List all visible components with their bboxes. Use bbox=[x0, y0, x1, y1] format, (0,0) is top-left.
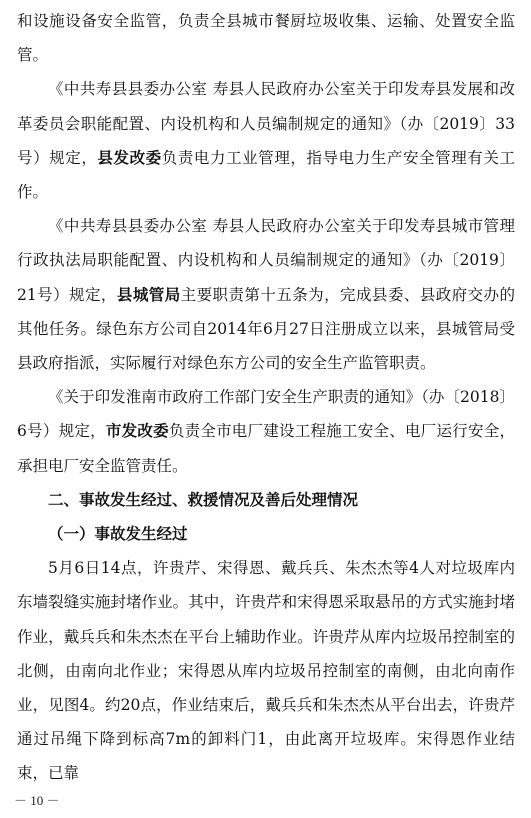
bold-agency-name: 市发改委 bbox=[105, 421, 169, 441]
paragraph-group bbox=[17, 4, 515, 483]
paragraph bbox=[17, 209, 515, 380]
document-body bbox=[17, 4, 515, 791]
paragraph-text: 负责电力工业管理，指导电力生产安全管理有关工作。 bbox=[17, 148, 515, 202]
paragraph-text: 主要职责第十五条为，完成县委、县政府交办的其他任务。绿色东方公司自2014年6月27日注册成立以来，县城管局受县政府指派，实际履行对绿色东方公司的安全生产监管职责。 bbox=[17, 285, 515, 373]
paragraph-text: 负责全市电厂建设工程施工安全、电厂运行安全，承担电厂安全监管责任。 bbox=[17, 422, 515, 475]
paragraph-group bbox=[17, 551, 515, 790]
bold-agency-name: 县发改委 bbox=[97, 147, 162, 167]
paragraph-text: 和设施设备安全监管，负责全县城市餐厨垃圾收集、运输、处置安全监管。 bbox=[17, 12, 515, 65]
paragraph-text: 《关于印发淮南市政府工作部门安全生产职责的通知》（办〔2018〕6号）规定， bbox=[17, 388, 515, 441]
paragraph-text: 《中共寿县县委办公室 寿县人民政府办公室关于印发寿县城市管理行政执法局职能配置、内设机构和人员编制规定的通知》（办〔2019〕21号）规定， bbox=[17, 217, 515, 304]
bold-agency-name: 县城管局 bbox=[116, 284, 181, 304]
paragraph bbox=[17, 4, 515, 72]
paragraph-text: 《中共寿县县委办公室 寿县人民政府办公室关于印发寿县发展和改革委员会职能配置、内设机构和人员编制规定的通知》（办〔2019〕33号）规定， bbox=[17, 80, 515, 167]
paragraph bbox=[17, 551, 515, 790]
paragraph bbox=[17, 72, 515, 209]
page-number: － 10 － bbox=[14, 793, 60, 808]
paragraph bbox=[17, 380, 515, 483]
paragraph-text: 5月6日14点，许贵芹、宋得恩、戴兵兵、朱杰杰等4人对垃圾库内东墙裂缝实施封堵作业。其中，许贵芹和宋得恩采取悬吊的方式实施封堵作业，戴兵兵和朱杰杰在平台上辅助作业。许贵芹从库内垃圾吊控制室的北侧，由南向北作业；宋得恩从库内垃圾吊控制室的南侧，由北向南作业，见图4。约20点，作业结束后，戴兵兵和朱杰杰从平台出去，许贵芹通过吊绳下降到标高7m的卸料门1，由此离开垃圾库。宋得恩作业结束，已靠 bbox=[17, 559, 515, 783]
subsection-heading: （一）事故发生经过 bbox=[48, 524, 188, 544]
section-heading: 二、事故发生经过、救援情况及善后处理情况 bbox=[48, 490, 359, 509]
